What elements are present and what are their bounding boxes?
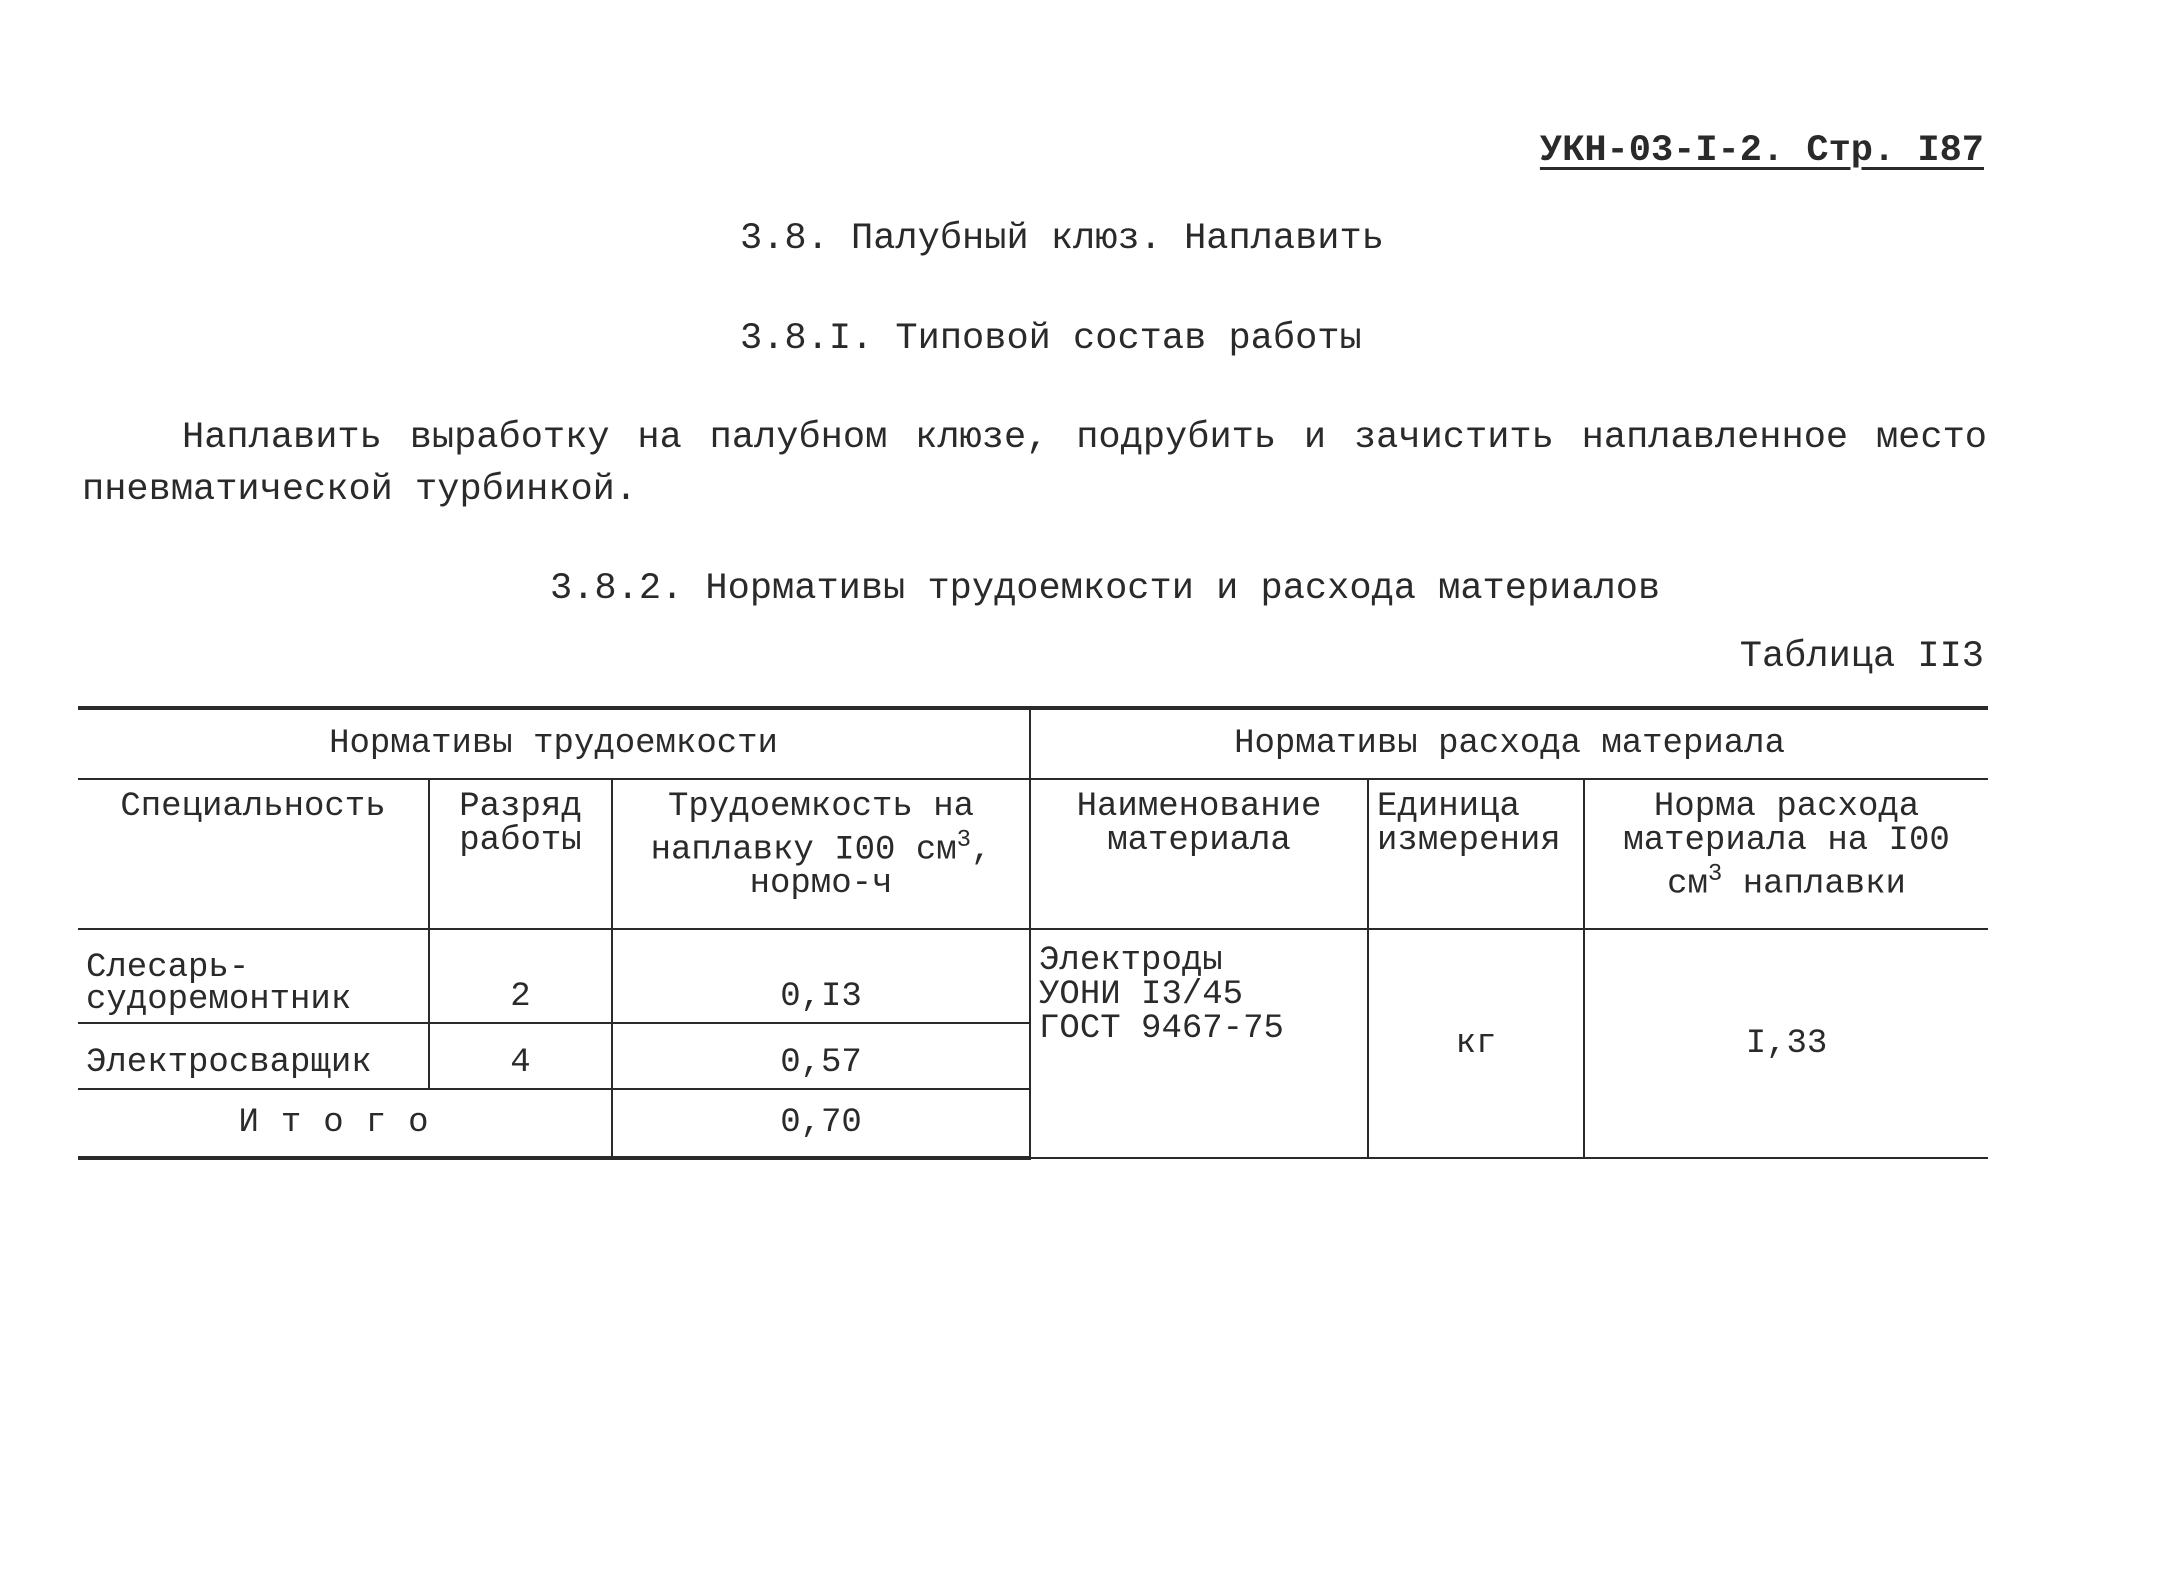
total-label: Итого bbox=[78, 1089, 612, 1158]
col-header-specialty: Специальность bbox=[78, 779, 429, 929]
col-header-norm: Норма расхода материала на I00 $см^3$ наплавки bbox=[1584, 779, 1988, 929]
norms-table bbox=[78, 706, 1988, 1160]
subsection-title-norms: 3.8.2. Нормативы трудоемкости и расхода материалов bbox=[550, 568, 1661, 610]
group-header-labor: Нормативы трудоемкости bbox=[78, 708, 1030, 779]
norm-cell: I,33 bbox=[1584, 929, 1988, 1158]
material-line-3: ГОСТ 9467-75 bbox=[1039, 1010, 1284, 1048]
specialty-cell: Электросварщик bbox=[78, 1023, 429, 1089]
grade-cell: 2 bbox=[429, 929, 612, 1023]
unit-cell: кг bbox=[1368, 929, 1584, 1158]
material-line-1: Электроды bbox=[1039, 942, 1223, 980]
grade-cell: 4 bbox=[429, 1023, 612, 1089]
work-description: Наплавить выработку на палубном клюзе, подрубить и зачистить наплавленное место пневматической турбинкой. bbox=[82, 417, 1987, 511]
subsection-title-work: 3.8.I. Типовой состав работы bbox=[740, 318, 1362, 360]
specialty-cell: Слесарь-судоремонтник bbox=[78, 929, 429, 1023]
col-header-grade: Разряд работы bbox=[429, 779, 612, 929]
labor-cell: 0,I3 bbox=[612, 929, 1030, 1023]
document-code: УКН-03-I-2. Стр. I87 bbox=[1539, 130, 1984, 172]
total-value: 0,70 bbox=[612, 1089, 1030, 1158]
col-header-labor: Трудоемкость на наплавку I00 $см^3$, нормо-ч bbox=[612, 779, 1030, 929]
labor-cell: 0,57 bbox=[612, 1023, 1030, 1089]
group-header-row bbox=[78, 708, 1988, 779]
table-row bbox=[78, 929, 1988, 1023]
material-cell bbox=[1030, 929, 1368, 1158]
material-line-2: УОНИ I3/45 bbox=[1039, 976, 1244, 1014]
section-title: 3.8. Палубный клюз. Наплавить bbox=[740, 218, 1384, 260]
group-header-material: Нормативы расхода материала bbox=[1030, 708, 1988, 779]
col-header-material: Наименование материала bbox=[1030, 779, 1368, 929]
table-caption: Таблица II3 bbox=[1739, 636, 1984, 678]
col-header-unit: Единица измерения bbox=[1368, 779, 1584, 929]
column-header-row bbox=[78, 779, 1988, 929]
